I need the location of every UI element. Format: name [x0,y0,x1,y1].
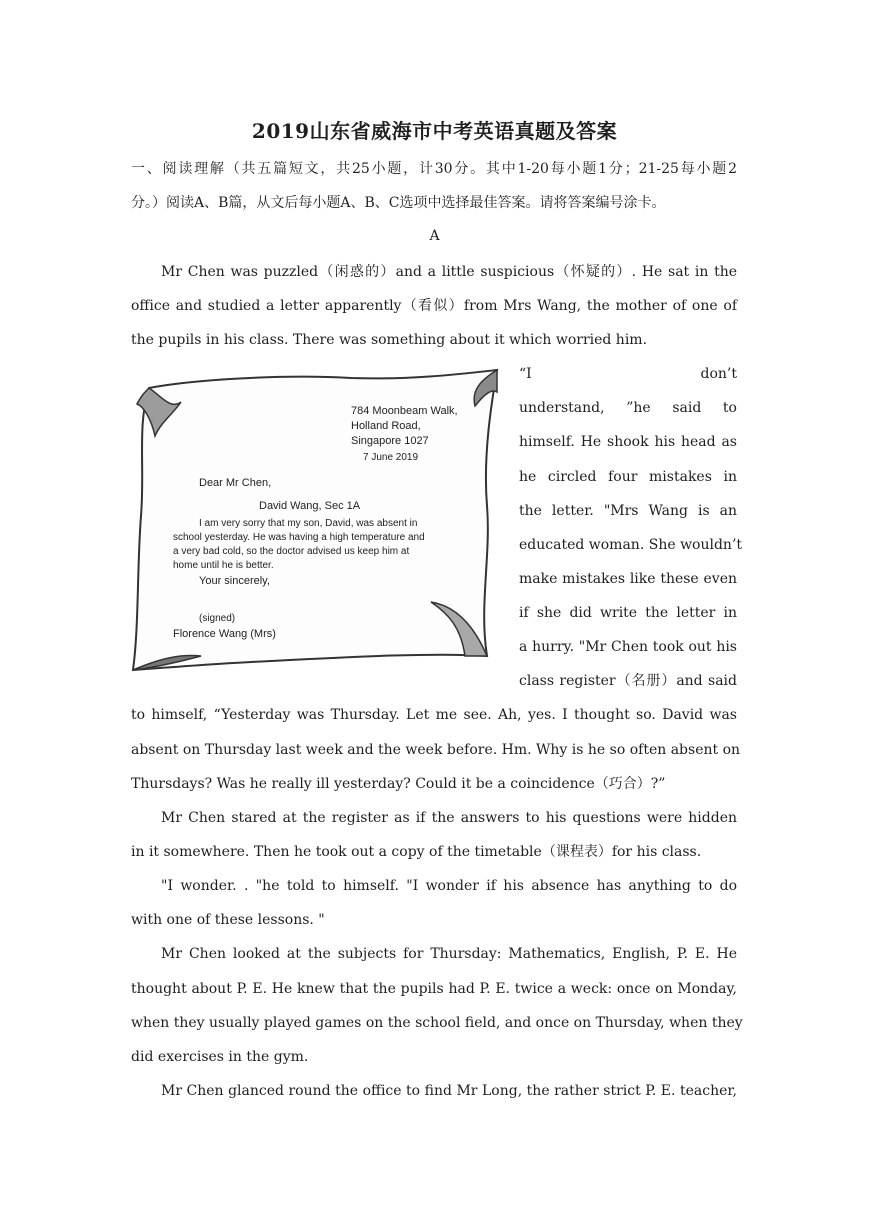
paragraph-line: make mistakes like these even [519,571,737,587]
paragraph-line: to himself, “Yesterday was Thursday. Let me see. Ah, yes. I thought so. David was [131,707,737,723]
paragraph-line: office and studied a letter apparently（看似）from Mrs Wang, the mother of one of [131,298,737,314]
paragraph-line: "I wonder. . "he told to himself. "I wonder if his absence has anything to do [161,878,737,894]
paragraph-line: did exercises in the gym. [131,1049,309,1065]
paragraph-line: he circled four mistakes in [519,469,737,485]
page-title: 2019山东省威海市中考英语真题及答案 [251,119,618,143]
instruction-line-1: 一、阅读理解（共五篇短文，共25小题，计30分。其中1-20每小题1分；21-25每小题2 [131,161,737,177]
paragraph-line: Mr Chen glanced round the office to find Mr Long, the rather strict P. E. teacher, [161,1083,737,1099]
paragraph-line: absent on Thursday last week and the week before. Hm. Why is he so often absent on [131,742,741,758]
letter-signed: (signed) [199,613,236,624]
instruction-line-2: 分。）阅读A、B篇，从文后每小题A、B、C选项中选择最佳答案。请将答案编号涂卡。 [131,195,666,211]
letter-signature: Florence Wang (Mrs) [173,628,276,640]
paragraph-line: in it somewhere. Then he took out a copy of the timetable（课程表）for his class. [131,844,702,860]
letter-body-line: home until he is better. [173,560,274,571]
letter-body-line: school yesterday. He was having a high temperature and [173,532,425,543]
paragraph-line: if she did write the letter in [519,605,737,621]
paragraph-line: the letter. "Mrs Wang is an [519,503,737,519]
letter-address-line: Singapore 1027 [351,435,429,447]
letter-body-line: a very bad cold, so the doctor advised us keep him at [173,546,410,557]
paragraph-line: with one of these lessons. " [131,912,325,928]
letter-illustration [131,366,501,674]
paragraph-line: understand, ”he said to [519,400,737,416]
paragraph-line: Mr Chen stared at the register as if the answers to his questions were hidden [161,810,737,826]
letter-body-line: I am very sorry that my son, David, was absent in [199,518,418,529]
paragraph-line: class register（名册）and said [519,673,737,689]
paragraph-line: educated woman. She wouldn’t [519,537,743,553]
letter-address-line: 784 Moonbeam Walk, [351,405,458,417]
paragraph-line: Thursdays? Was he really ill yesterday? Could it be a coincidence（巧合）?” [131,776,666,792]
letter-address-line: Holland Road, [351,420,421,432]
paragraph-line: thought about P. E. He knew that the pupils had P. E. twice a weck: once on Monday, [131,981,737,997]
paragraph-line: Mr Chen looked at the subjects for Thursday: Mathematics, English, P. E. He [161,946,737,962]
paragraph-line: a hurry. "Mr Chen took out his [519,639,737,655]
letter-subject: David Wang, Sec 1A [259,500,361,512]
section-label: A [429,228,440,244]
paragraph-line: when they usually played games on the school field, and once on Thursday, when they [131,1015,743,1031]
letter-date: 7 June 2019 [363,452,419,463]
paragraph-line: himself. He shook his head as [519,434,737,450]
letter-closing: Your sincerely, [199,575,270,587]
paragraph-line: “I don’t [519,366,737,382]
paragraph-line: the pupils in his class. There was something about it which worried him. [131,332,648,348]
paragraph-line: Mr Chen was puzzled（闲惑的）and a little suspicious（怀疑的）. He sat in the [161,264,737,280]
letter-salutation: Dear Mr Chen, [199,477,272,489]
